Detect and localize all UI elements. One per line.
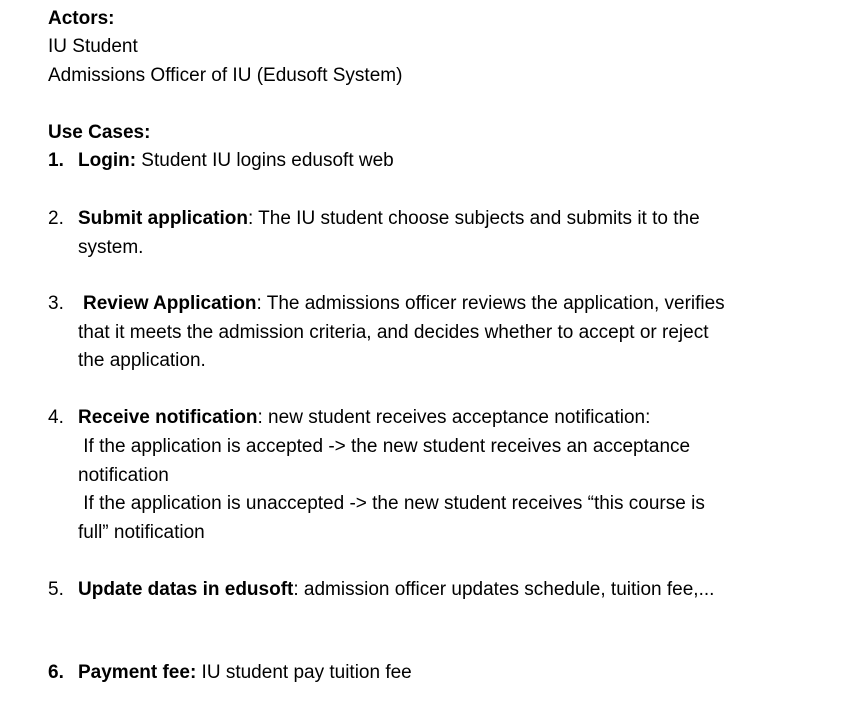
use-case-title: Login: [78, 150, 137, 171]
use-case-text-continued: system. [78, 237, 144, 258]
use-case-text-continued: the application. [78, 350, 206, 371]
use-case-review-application [83, 290, 725, 318]
use-case-text: : The admissions officer reviews the application, verifies [256, 293, 725, 314]
use-case-text-continued: full” notification [78, 522, 205, 543]
actor-item: Admissions Officer of IU (Edusoft System) [48, 65, 403, 86]
use-case-number: 3. [48, 293, 64, 314]
use-case-text-continued: If the application is accepted -> the new student receives an acceptance [78, 436, 691, 457]
use-case-login [78, 147, 394, 175]
use-case-text: : admission officer updates schedule, tuition fee,... [293, 579, 715, 600]
use-case-number: 5. [48, 579, 64, 600]
use-case-text: IU student pay tuition fee [196, 662, 412, 683]
use-case-title: Review Application [83, 293, 257, 314]
use-case-text-continued: notification [78, 465, 169, 486]
use-case-title: Update datas in edusoft [78, 579, 294, 600]
use-case-number: 2. [48, 208, 64, 229]
use-case-text: : new student receives acceptance notification: [257, 407, 651, 428]
use-case-text-continued: If the application is unaccepted -> the new student receives “this course is [78, 493, 705, 514]
use-case-text: Student IU logins edusoft web [136, 150, 394, 171]
use-case-title: Payment fee: [78, 662, 197, 683]
use-case-text-continued: that it meets the admission criteria, and decides whether to accept or reject [78, 322, 709, 343]
use-case-number: 4. [48, 407, 64, 428]
actor-item: IU Student [48, 36, 138, 57]
use-cases-heading: Use Cases: [48, 122, 151, 143]
use-case-number: 1. [48, 150, 64, 171]
use-case-payment-fee [78, 659, 412, 687]
use-case-title: Receive notification [78, 407, 258, 428]
use-case-update-datas [78, 576, 714, 604]
use-case-receive-notification [78, 404, 650, 432]
use-case-text: : The IU student choose subjects and submits it to the [247, 208, 700, 229]
actors-heading: Actors: [48, 8, 115, 29]
use-case-submit-application [78, 205, 700, 233]
use-case-number: 6. [48, 662, 64, 683]
use-case-title: Submit application [78, 208, 248, 229]
